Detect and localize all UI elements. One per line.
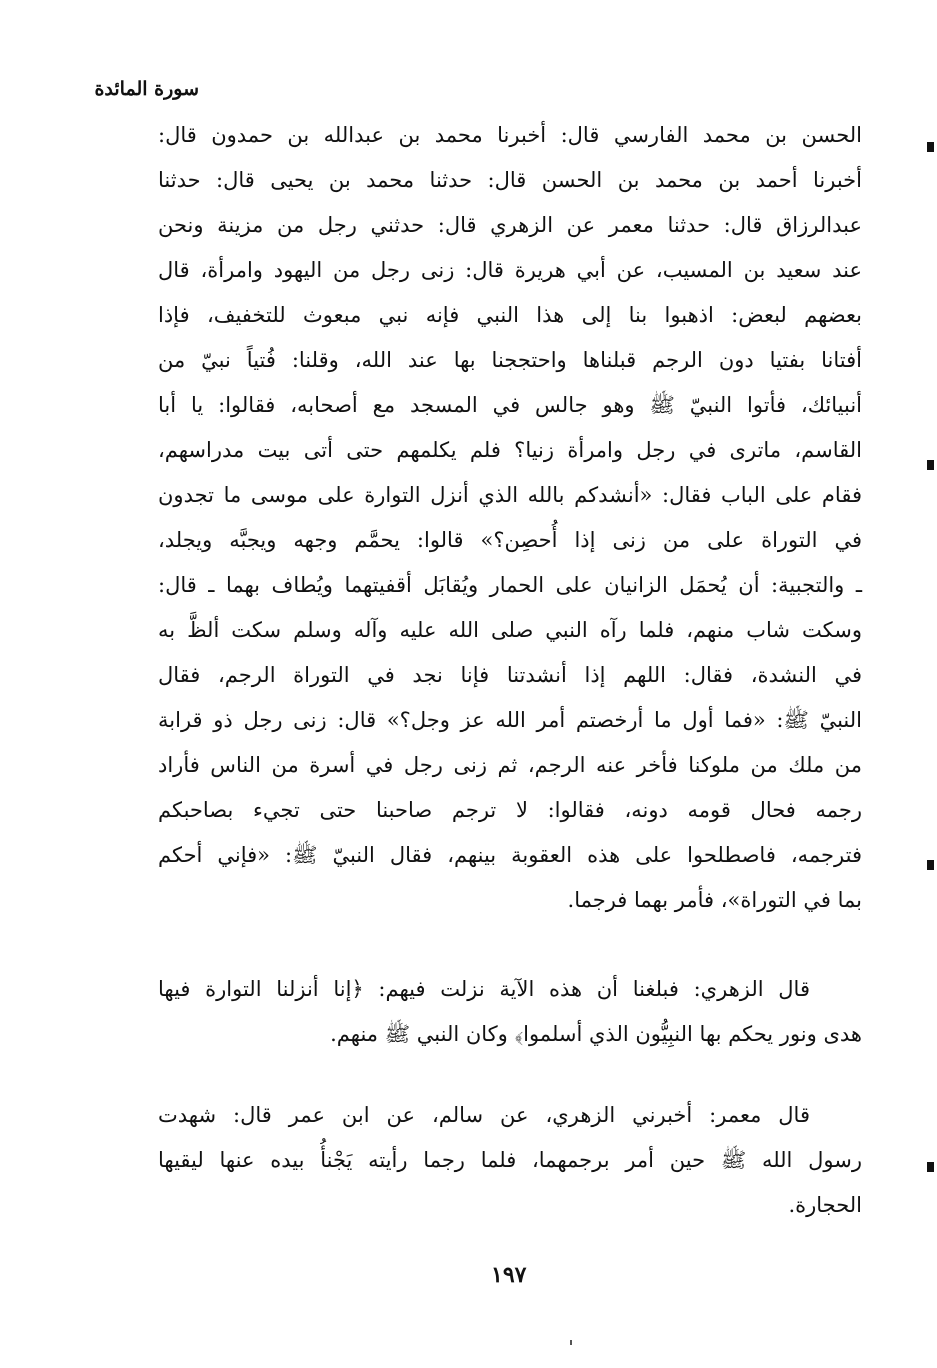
text-line: بما في التوراة»، فأمر بهما فرجما. (567, 888, 862, 912)
text-line: ـ والتجبية: أن يُحمَل الزانيان على الحمار ويُقابَل أقفيتهما ويُطاف بهما ـ قال: (158, 573, 862, 597)
text-line: القاسم، ماترى في رجل وامرأة زنيا؟ فلم يكلمهم حتى أتى بيت مدراسهم، (158, 438, 862, 462)
text-line: قال الزهري: فبلغنا أن هذه الآية نزلت فيهم: ﴿إنا أنزلنا التوارة فيها (158, 977, 810, 1001)
margin-mark (927, 142, 934, 152)
text-line: قال معمر: أخبرني الزهري، عن سالم، عن ابن عمر قال: شهدت (158, 1103, 810, 1127)
text-line: أفتانا بفتيا دون الرجم قبلناها واحتججنا بها عند الله، وقلنا: فُتياً نبيّ من (158, 348, 862, 372)
text-line: فترجمه، فاصطلحوا على هذه العقوبة بينهم، فقال النبيّ ﷺ: «فإني أحكم (158, 843, 862, 867)
text-line: في التوراة على من زنى إذا أُحصِن؟» قالوا: يحمَّم وجهه ويجبَّه ويجلد، (158, 528, 862, 552)
text-line: في النشدة، فقال: اللهم إذا أنشدتنا فإنا نجد في التوراة الرجم، فقال (158, 663, 862, 687)
text-line: رسول الله ﷺ حين أمر برجمهما، فلما رجما رأيته يَجْنأُ بيده عنها ليقيها (158, 1148, 862, 1172)
paragraph-zuhri-verse (158, 967, 862, 1057)
running-header: سورة المائدة (94, 78, 199, 100)
text-line: أخبرنا أحمد بن محمد بن الحسن قال: حدثنا محمد بن يحيى قال: حدثنا (158, 168, 862, 192)
text-line: بعضهم لبعض: اذهبوا بنا إلى هذا النبي فإنه نبي مبعوث للتخفيف، فإذا (158, 303, 862, 327)
text-line: عند سعيد بن المسيب، عن أبي هريرة قال: زنى رجل من اليهود وامرأة، قال (158, 258, 862, 282)
text-line: عبدالرزاق قال: حدثنا معمر عن الزهري قال: حدثني رجل من مزينة ونحن (158, 213, 862, 237)
text-line: من ملك من ملوكنا فأخر عنه الرجم، ثم زنى رجل في أسرة من الناس فأراد (158, 753, 862, 777)
text-line: النبيّ ﷺ: «فما أول ما أرخصتم أمر الله عز وجل؟» قال: زنى رجل ذو قرابة (158, 708, 862, 732)
page-number: ١٩٧ (491, 1262, 527, 1288)
paragraph-hadith-narration (158, 113, 862, 923)
text-line: هدى ونور يحكم بها النبِيُّون الذي أسلموا﴾ وكان النبي ﷺ منهم. (330, 1022, 862, 1046)
text-line: الحجارة. (788, 1193, 862, 1217)
scan-speck (570, 1340, 572, 1345)
text-line: رجمه فحال قومه دونه، فقالوا: لا ترجم صاحبنا حتى تجيء بصاحبكم (158, 798, 862, 822)
text-line: الحسن بن محمد الفارسي قال: أخبرنا محمد بن عبدالله بن حمدون قال: (158, 123, 862, 147)
margin-mark (927, 1162, 934, 1172)
margin-mark (927, 860, 934, 870)
paragraph-mamar-narration (158, 1093, 862, 1228)
text-line: وسكت شاب منهم، فلما رآه النبي صلى الله عليه وآله وسلم سكت ألظَّ به (158, 618, 862, 642)
text-line: فقام على الباب فقال: «أنشدكم بالله الذي أنزل التوارة على موسى ما تجدون (158, 483, 862, 507)
text-line: أنبيائك، فأتوا النبيّ ﷺ وهو جالس في المسجد مع أصحابه، فقالوا: يا أبا (158, 393, 862, 417)
margin-mark (927, 460, 934, 470)
